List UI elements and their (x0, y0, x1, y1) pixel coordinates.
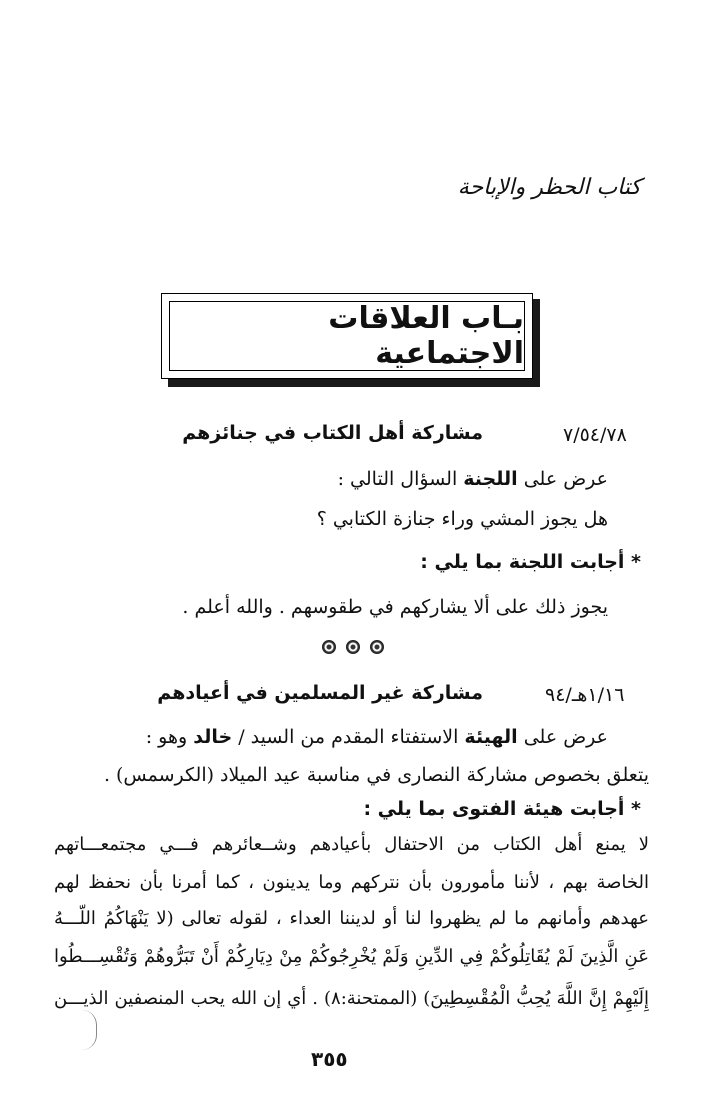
asker-name: خالد (193, 726, 233, 748)
question-suffix: وهو : (145, 726, 188, 748)
chapter-title: بـاب العلاقات الاجتماعية (169, 301, 525, 371)
margin-mark (82, 1010, 97, 1050)
chapter-title-box (161, 293, 533, 379)
fatwa-number: ٧/٥٤/٧٨ (563, 424, 627, 446)
answer-line: لا يمنع أهل الكتاب من الاحتفال بأعيادهم وشــعائرهم فـــي مجتمعـــاتهم (54, 834, 649, 855)
question-line (338, 470, 608, 489)
answer-intro: * أجابت اللجنة بما يلي : (420, 551, 641, 573)
committee-name: الهيئة (464, 726, 518, 748)
question-prefix: عرض على (523, 726, 608, 748)
question-prefix: عرض على (523, 468, 608, 490)
answer-text: يجوز ذلك على ألا يشاركهم في طقوسهم . والله أعلم . (182, 596, 608, 618)
answer-line: إِلَيْهِمْ إِنَّ اللَّهَ يُحِبُّ الْمُقْسِطِينَ) (الممتحنة:٨) . أي إن الله يحب المنصفين الذيـــن (54, 988, 649, 1009)
running-head: كتاب الحظر والإباحة (457, 175, 641, 200)
fatwa-heading: مشاركة غير المسلمين في أعيادهم (157, 682, 483, 704)
answer-line: عهدهم وأمانهم ما لم يظهروا لنا أو لديننا العداء ، لقوله تعالى (لا يَنْهَاكُمُ اللّـــهُ (54, 908, 649, 929)
committee-name: اللجنة (463, 468, 518, 490)
ornament-icon (346, 640, 360, 654)
question-text: هل يجوز المشي وراء جنازة الكتابي ؟ (316, 508, 608, 530)
fatwa-heading: مشاركة أهل الكتاب في جنائزهم (182, 422, 483, 444)
ornament-icon (370, 640, 384, 654)
answer-line: عَنِ الَّذِينَ لَمْ يُقَاتِلُوكُمْ فِي الدِّينِ وَلَمْ يُخْرِجُوكُمْ مِنْ دِيَارِكُمْ أَنْ تَبَرُّوهُمْ وَتُقْسِـــطُوا (54, 946, 649, 967)
section-divider (322, 640, 384, 654)
answer-intro: * أجابت هيئة الفتوى بما يلي : (363, 798, 641, 820)
answer-line: الخاصة بهم ، لأننا مأمورون بأن نتركهم وما يدينون ، كما أمرنا بأن نحفظ لهم (54, 872, 649, 893)
ornament-icon (322, 640, 336, 654)
question-suffix: السؤال التالي : (337, 468, 458, 490)
question-line (146, 728, 608, 747)
page-number: ٣٥٥ (311, 1047, 348, 1071)
question-text: يتعلق بخصوص مشاركة النصارى في مناسبة عيد الميلاد (الكرسمس) . (103, 764, 649, 786)
question-mid: الاستفتاء المقدم من السيد / (238, 726, 459, 748)
fatwa-number: ١/١٦هـ/٩٤ (545, 684, 625, 706)
